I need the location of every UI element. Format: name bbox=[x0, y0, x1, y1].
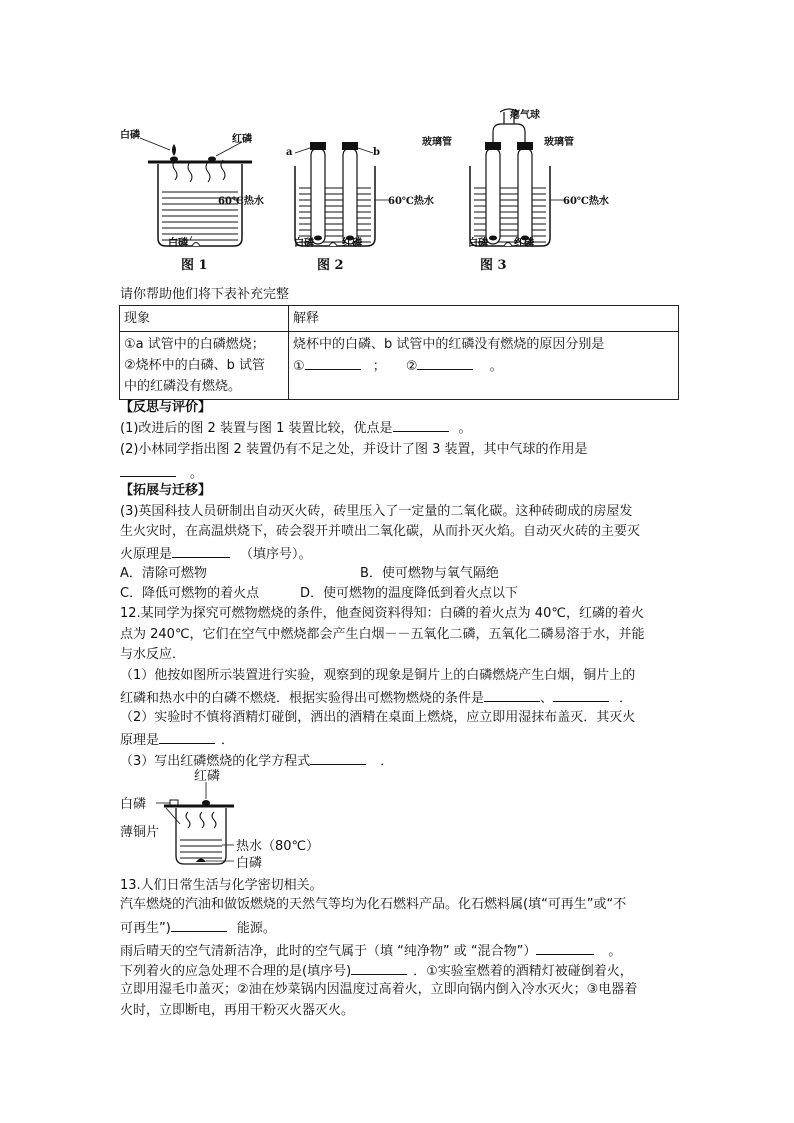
extend-options-row-2 bbox=[120, 584, 518, 603]
fig2-white-p-label: 白磷 bbox=[294, 238, 314, 249]
fig1-red-p-label: 红磷 bbox=[232, 134, 252, 145]
q13-line4: 雨后晴天的空气清新洁净，此时的空气属于（填 “纯净物” 或 “混合物”） 。 bbox=[120, 940, 621, 961]
table-explanation-cell bbox=[289, 332, 679, 400]
q12-part1-line2: 红磷和热水中的白磷不燃烧．根据实验得出可燃物燃烧的条件是 、 ． bbox=[120, 687, 632, 708]
explanation-line-2: ① ； ② 。 bbox=[293, 355, 674, 377]
option-b: B．使可燃物与氧气隔绝 bbox=[360, 566, 499, 581]
fig1-white-p-label: 白磷 bbox=[120, 130, 140, 141]
figure-2-caption: 图 2 bbox=[317, 258, 344, 273]
q13-line3: 可再生”) 能源。 bbox=[120, 917, 276, 938]
option-a: A．清除可燃物 bbox=[120, 566, 207, 581]
q12-line3: 与水反应． bbox=[120, 647, 186, 662]
fig2-red-p-label: 红磷 bbox=[342, 238, 362, 249]
q12-part2-line1: （2）实验时不慎将酒精灯碰倒，洒出的酒精在桌面上燃烧，应立即用湿抹布盖灭．其灭火 bbox=[120, 710, 636, 725]
fig4-copper-label: 薄铜片 bbox=[120, 825, 160, 840]
answer-blank-reason-1[interactable] bbox=[305, 355, 361, 370]
q12-line1: 12.某同学为探究可燃物燃烧的条件，他查阅资料得知：白磷的着火点为 40℃，红磷的着火 bbox=[120, 606, 644, 621]
fig3-balloon-label: 瘪气球 bbox=[510, 110, 540, 121]
answer-blank-q13-2[interactable] bbox=[536, 940, 594, 955]
phenomenon-line-3: 中的红磷没有燃烧。 bbox=[124, 379, 242, 394]
fig3-red-p-label: 红磷 bbox=[514, 238, 534, 249]
answer-blank-q12-3[interactable] bbox=[310, 750, 366, 765]
fig1-water-label: 60℃热水 bbox=[218, 196, 264, 207]
fig4-red-p-label: 红磷 bbox=[194, 769, 221, 784]
fig3-glass-tube-right-label: 玻璃管 bbox=[544, 137, 574, 148]
figure-row bbox=[120, 108, 609, 278]
q13-line7: 火时，立即断电，再用干粉灭火器灭火。 bbox=[120, 1003, 355, 1018]
intro-text: 请你帮助他们将下表补充完整 bbox=[120, 287, 290, 302]
fig1-white-p-bottom-label: 白磷 bbox=[168, 238, 188, 249]
reflect-q2-line2: 。 bbox=[120, 462, 203, 483]
q13-line5: 下列着火的应急处理不合理的是(填序号) ．①实验室燃着的酒精灯被碰倒着火， bbox=[120, 960, 633, 981]
reflect-q1: (1)改进后的图 2 装置与图 1 装置比较，优点是 。 bbox=[120, 417, 472, 438]
explanation-line-1: 烧杯中的白磷、b 试管中的红磷没有燃烧的原因分别是 bbox=[293, 337, 605, 352]
figure-1-labels bbox=[120, 108, 280, 258]
table-header-phenomenon: 现象 bbox=[120, 306, 289, 332]
option-d: D．使可燃物的温度降低到着火点以下 bbox=[300, 586, 519, 601]
fig2-b-label: b bbox=[373, 147, 380, 158]
extend-q3-line2: 生火灾时，在高温烘烧下，砖会裂开并喷出二氧化碳，从而扑灭火焰。自动灭火砖的主要灭 bbox=[120, 524, 641, 539]
fig3-water-label: 60℃热水 bbox=[563, 196, 609, 207]
figure-1-caption: 图 1 bbox=[181, 258, 208, 273]
answer-blank-q12-2[interactable] bbox=[159, 729, 215, 744]
answer-blank-q12-1a[interactable] bbox=[484, 687, 540, 702]
answer-blank-q13-3[interactable] bbox=[351, 960, 407, 975]
phenomenon-line-1: ①a 试管中的白磷燃烧； bbox=[124, 337, 265, 352]
option-c: C．降低可燃物的着火点 bbox=[120, 586, 260, 601]
answer-blank-q1[interactable] bbox=[393, 417, 449, 432]
answer-blank-reason-2[interactable] bbox=[417, 355, 473, 370]
fig2-water-label: 60℃热水 bbox=[388, 196, 434, 207]
reflect-q2-line1: (2)小林同学指出图 2 装置仍有不足之处，并设计了图 3 装置，其中气球的作用是 bbox=[120, 442, 588, 457]
answer-blank-q3[interactable] bbox=[172, 543, 230, 558]
fig3-white-p-label: 白磷 bbox=[468, 238, 488, 249]
q12-part1-line1: （1）他按如图所示装置进行实验，观察到的现象是铜片上的白磷燃烧产生白烟，铜片上的 bbox=[120, 668, 636, 683]
phenomenon-line-2: ②烧杯中的白磷、b 试管 bbox=[124, 358, 266, 373]
fig2-a-label: a bbox=[286, 147, 293, 158]
reflect-title: 【反思与评价】 bbox=[120, 400, 212, 415]
explanation-table bbox=[119, 305, 679, 400]
fig4-white-p-top-label: 白磷 bbox=[120, 797, 147, 812]
extend-q3-line1: (3)英国科技人员研制出自动灭火砖，砖里压入了一定量的二氧化碳。这种砖砌成的房屋发 bbox=[120, 504, 633, 519]
q13-line2: 汽车燃烧的汽油和做饭燃烧的天然气等均为化石燃料产品。化石燃料属(填“可再生”或“不 bbox=[120, 897, 627, 912]
table-header-explanation: 解释 bbox=[289, 306, 679, 332]
fig4-white-p-bottom-label: 白磷 bbox=[236, 856, 263, 871]
fig4-water-label: 热水（80℃） bbox=[236, 839, 320, 854]
q13-line6: 立即用湿毛巾盖灭；②油在炒菜锅内因温度过高着火，立即向锅内倒入冷水灭火；③电器着 bbox=[120, 982, 638, 997]
table-phenomenon-cell bbox=[120, 332, 289, 400]
copper-plate-diagram bbox=[118, 768, 348, 872]
figure-3-labels bbox=[400, 108, 609, 258]
q13-line1: 13.人们日常生活与化学密切相关。 bbox=[120, 878, 323, 893]
q12-part2-line2: 原理是 ． bbox=[120, 729, 234, 750]
answer-blank-q2[interactable] bbox=[120, 462, 176, 477]
extend-options-row-1 bbox=[120, 564, 499, 583]
extend-q3-line3: 火原理是 （填序号）。 bbox=[120, 543, 312, 564]
q12-part3: （3）写出红磷燃烧的化学方程式 ． bbox=[120, 750, 393, 771]
extend-title: 【拓展与迁移】 bbox=[120, 483, 212, 498]
q12-line2: 点为 240℃，它们在空气中燃烧都会产生白烟－－五氧化二磷，五氧化二磷易溶于水，并能 bbox=[120, 627, 645, 642]
answer-blank-q12-1b[interactable] bbox=[553, 687, 609, 702]
answer-blank-q13-1[interactable] bbox=[171, 917, 227, 932]
fig3-glass-tube-left-label: 玻璃管 bbox=[422, 137, 452, 148]
figure-3-caption: 图 3 bbox=[480, 258, 507, 273]
